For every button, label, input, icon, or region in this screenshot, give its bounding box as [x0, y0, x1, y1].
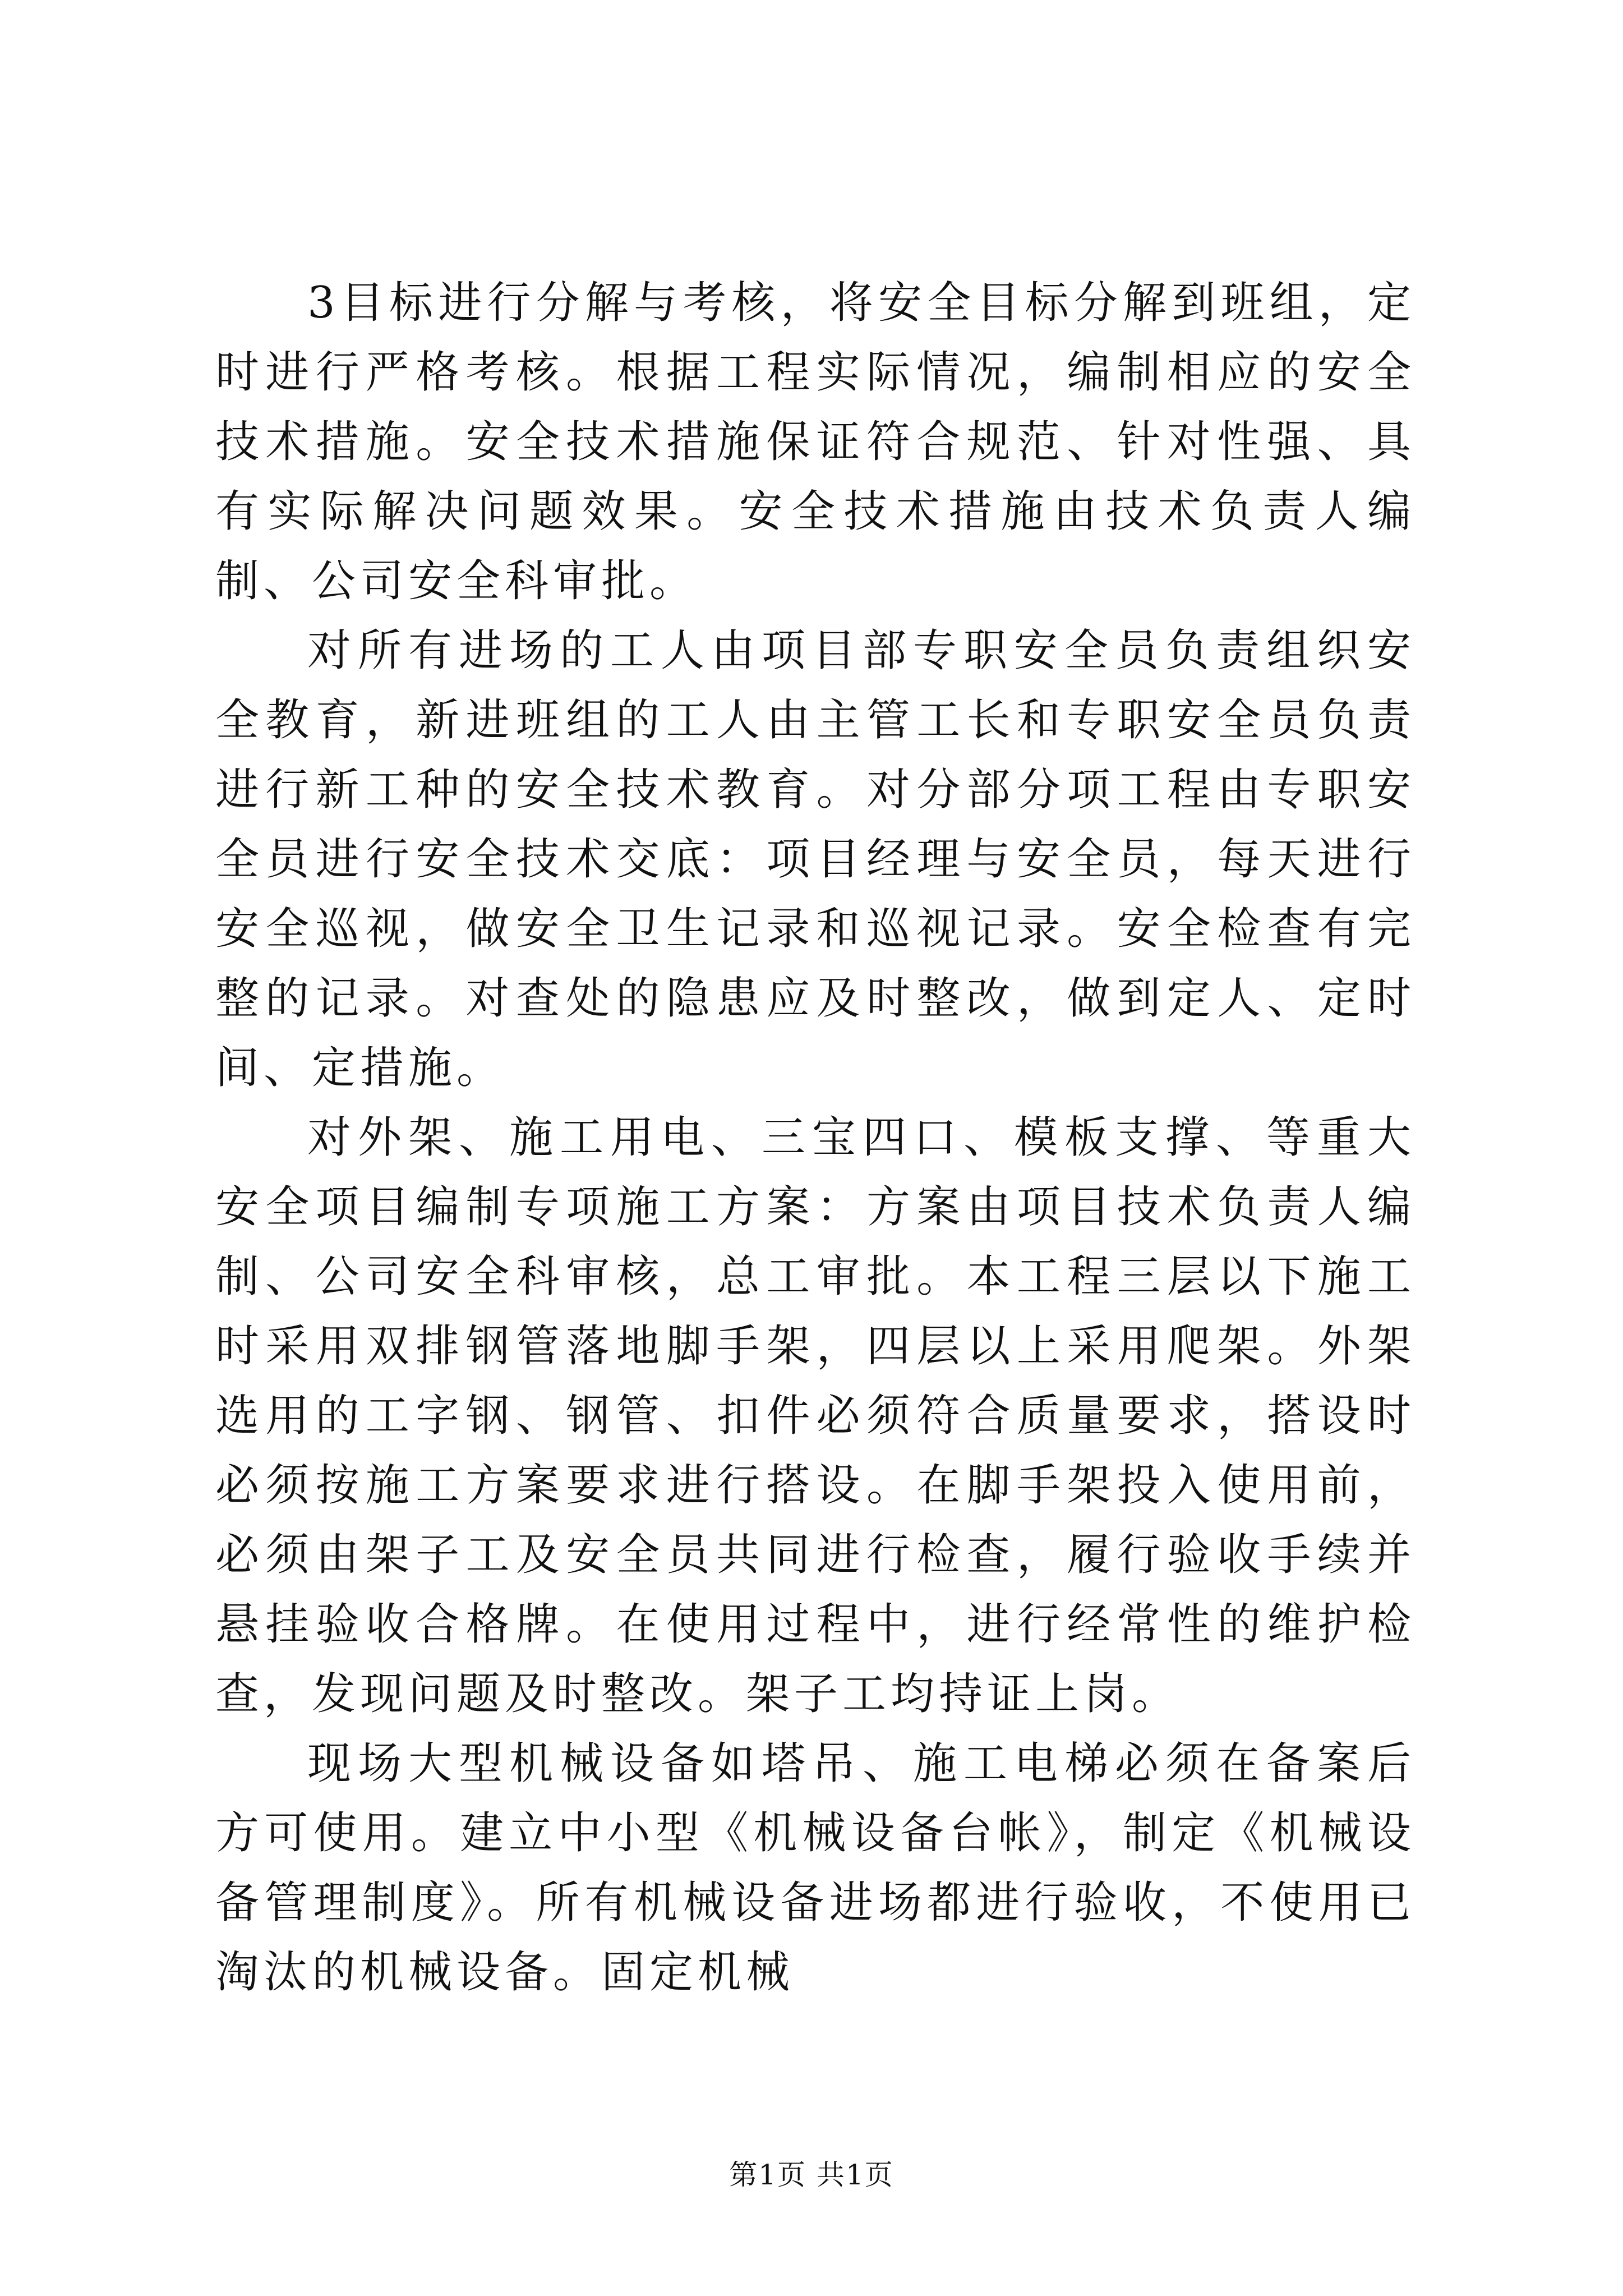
page-footer	[0, 2155, 1623, 2194]
paragraph-3: 对外架、施工用电、三宝四口、模板支撑、等重大安全项目编制专项施工方案：方案由项目技术负责人编制、公司安全科审核，总工审批。本工程三层以下施工时采用双排钢管落地脚手架，四层以上采用爬架。外架选用的工字钢、钢管、扣件必须符合质量要求，搭设时必须按施工方案要求进行搭设。在脚手架投入使用前，必须由架子工及安全员共同进行检查，履行验收手续并悬挂验收合格牌。在使用过程中，进行经常性的维护检查，发现问题及时整改。架子工均持证上岗。	[215, 1112, 1415, 1719]
paragraph-2: 对所有进场的工人由项目部专职安全员负责组织安全教育，新进班组的工人由主管工长和专职安全员负责进行新工种的安全技术教育。对分部分项工程由专职安全员进行安全技术交底：项目经理与安全员，每天进行安全巡视，做安全卫生记录和巡视记录。安全检查有完整的记录。对查处的隐患应及时整改，做到定人、定时间、定措施。	[215, 625, 1415, 1093]
page-number-label: 第1页 共1页	[729, 2159, 894, 2191]
document-body	[215, 268, 1415, 2007]
paragraph-4: 现场大型机械设备如塔吊、施工电梯必须在备案后方可使用。建立中小型《机械设备台帐》，制定《机械设备管理制度》。所有机械设备进场都进行验收，不使用已淘汰的机械设备。固定机械	[215, 1738, 1415, 1998]
paragraph-1: 3目标进行分解与考核，将安全目标分解到班组，定时进行严格考核。根据工程实际情况，编制相应的安全技术措施。安全技术措施保证符合规范、针对性强、具有实际解决问题效果。安全技术措施由技术负责人编制、公司安全科审批。	[215, 278, 1415, 606]
